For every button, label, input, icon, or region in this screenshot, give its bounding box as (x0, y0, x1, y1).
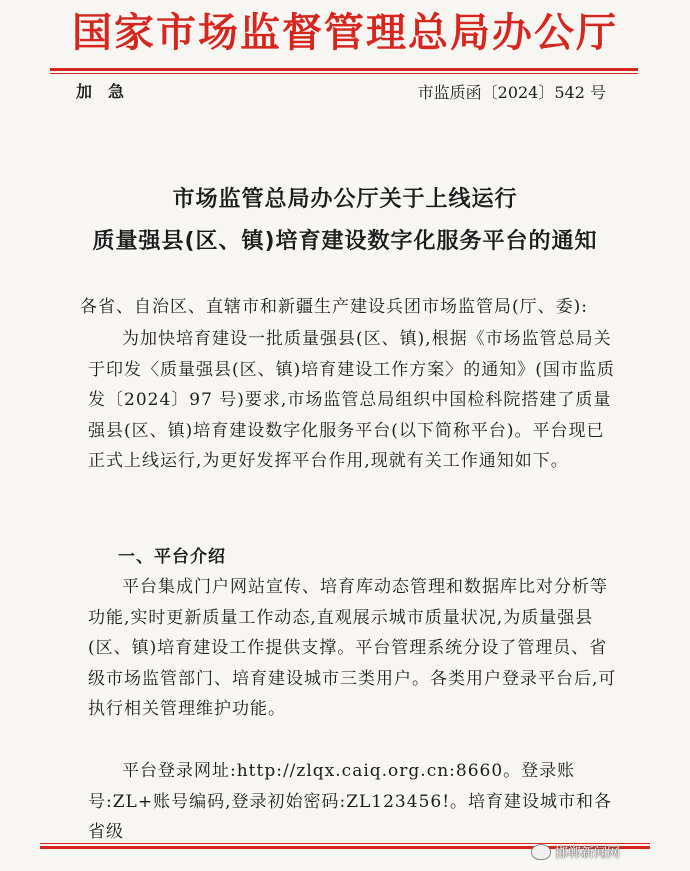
masthead-title: 国家市场监督管理总局办公厅 (72, 10, 618, 56)
notice-title-line2: 质量强县(区、镇)培育建设数字化服务平台的通知 (92, 229, 598, 254)
urgency-label: 加急 (76, 82, 141, 101)
weibo-icon (531, 844, 551, 860)
section-heading-platform-intro: 一、平台介绍 (118, 547, 226, 567)
addressee-line: 各省、自治区、直辖市和新疆生产建设兵团市场监管局(厅、委): (80, 297, 588, 317)
paragraph-platform-description: 平台集成门户网站宣传、培育库动态管理和数据库比对分析等功能,实时更新质量工作动态,直观展示城市质量状况,为质量强县(区、镇)培育建设工作提供支撑。平台管理系统分设了管理员、省级市场监管部门、培育建设城市三类用户。各类用户登录平台后,可执行相关管理维护功能。 (88, 577, 617, 719)
masthead-red-rule (50, 68, 638, 71)
notice-title-line1: 市场监管总局办公厅关于上线运行 (172, 187, 518, 212)
watermark-text: 邯郸新闻网 (554, 846, 620, 861)
paragraph-intro: 为加快培育建设一批质量强县(区、镇),根据《市场监管总局关于印发〈质量强县(区、镇)培育建设工作方案〉的通知》(国市监质发〔2024〕97 号)要求,市场监管总局组织中国检科院搭建了质量强县(区、镇)培育建设数字化服务平台(以下简称平台)。平台现已正式上线运行,为更好发挥平台作用,现就有关工作通知如下。 (88, 329, 615, 471)
source-watermark (531, 842, 620, 861)
document-number: 市监质函〔2024〕542 号 (417, 83, 606, 102)
paragraph-login-info: 平台登录网址:http://zlqx.caiq.org.cn:8660。登录账号:ZL+账号编码,登录初始密码:ZL123456!。培育建设城市和各省级 (88, 761, 613, 842)
masthead-red-rule-thin (50, 73, 638, 74)
